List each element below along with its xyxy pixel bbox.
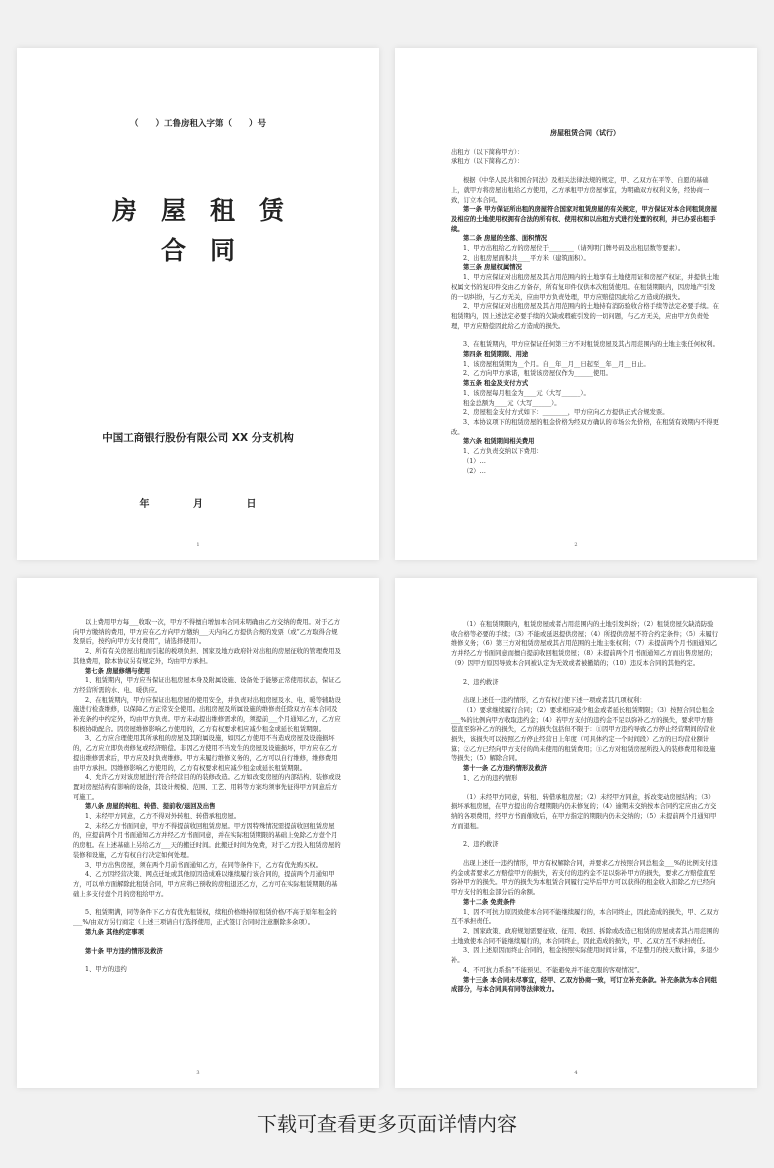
paragraph: 1、该房屋每月租金为____元（大写______）。 xyxy=(463,389,590,397)
paragraph: 出租方（以下简称甲方）： xyxy=(451,148,524,156)
paragraph: 出现上述任一违约情形，乙方有权行使下述一项或者其几项权利： xyxy=(463,697,646,705)
paragraph: 第八条 房屋的转租、转借、提前收/退回及出售 xyxy=(85,803,216,811)
page-number: 3 xyxy=(196,1070,200,1076)
paragraph: 第九条 其他约定事项 xyxy=(85,928,144,936)
paragraph: 3、甲方出售房屋，须在两个月前书面通知乙方，在同等条件下，乙方有优先购买权。 xyxy=(85,861,322,869)
paragraph: 2、在租赁期内，甲方应保证出租房屋的使用安全，并负责对出租房屋及水、电、暖等辅助设施进行检查维修，以保障乙方正常安全使用。出租房屋及所属设施的维修责任除双方在本合同及补充条约中约定外，均由甲方负责。甲方未动提出维修需求的，须提前___个月通知乙方，乙方应积极协助配合。因房屋维修影响乙方使用的，乙方有权要求相应减少租金或延长租赁期限。 xyxy=(73,696,341,733)
paragraph: 2、甲方应保证对出租房屋及其占用范围内的土地持有消防验收合格手续等法定必要手续。在租赁期内，因上述法定必要手续的欠缺或瑕疵引发的一切问题，与乙方无关，应由甲方负责处理，甲方应赔偿因此给乙方造成的损失。 xyxy=(451,303,719,330)
paragraph: 2、出租房屋面积共____平方米（建筑面积）。 xyxy=(463,254,590,262)
paragraph: 1、甲方出租给乙方的房屋位于________（请列明门牌号码及出租层数等要素）。 xyxy=(463,245,685,253)
paragraph: 第四条 租赁期限、用途 xyxy=(463,351,529,359)
paragraph: 第一条 甲方保证所出租的房屋符合国家对租赁房屋的有关规定，甲方保证对本合同租赁房屋及相应的土地使用权拥有合法的所有权、使用权和以出租方式进行处置的权利，并已办妥出租手续。 xyxy=(451,206,718,233)
page-3 xyxy=(17,578,379,1088)
page-number: 1 xyxy=(196,542,200,548)
paragraph: 3、因上述原因而终止合同的，租金按照实际使用时间计算，不足整月的按天数计算，多退少补。 xyxy=(451,947,719,965)
paragraph: 3、本协议项下的租赁房屋的租金价格为经双方确认的市场公允价格，在租赁有效期内不得更改。 xyxy=(451,418,719,436)
download-more-caption[interactable]: 下载可查看更多页面详情内容 xyxy=(257,1112,517,1136)
paragraph: 4、允许乙方对该房屋进行符合经营目的的装修改造。乙方如改变房屋的内部结构、装修或设置对房屋结构有影响的设备，其设计规模、范围、工艺、用料等方案均须事先征得甲方同意后方可施工。 xyxy=(73,774,341,801)
registration-number: （ ）工鲁房租入字第（ ）号 xyxy=(129,119,266,129)
page-2-paragraphs xyxy=(451,148,719,477)
paragraph: 租金总额为____元（大写______）。 xyxy=(463,399,561,407)
cover-title-line-1: 房屋租赁 xyxy=(111,196,308,225)
paragraph: 第十条 甲方违约情形及救济 xyxy=(85,947,163,955)
cover-title-line-2: 合同 xyxy=(160,236,259,265)
page-4-paragraphs xyxy=(451,620,719,995)
paragraph: 2、房屋租金支付方式如下：________，甲方应向乙方提供正式合规发票。 xyxy=(463,409,669,417)
paragraph: （1）要求继续履行合同；（2）要求相应减少租金或者延长租赁期限；（3）按照合同总租金___%的比例向甲方收取违约金；（4）若甲方支付的违约金不足以弥补乙方的损失，要求甲方赔偿直至弥补乙方的损失，乙方的损失包括但不限于：①因甲方违约导致乙方停止经营期间的营业损失，该损失可以按照乙方停止经营日上年度（可具体约定一个时间段）乙方的日均营业额计算；②乙方已经向甲方支付的尚未使用的租赁费用；③乙方对租赁房屋所投入的装修费用和设施等损失；（5）解除合同。 xyxy=(451,706,716,763)
paragraph: 1、该房屋租赁期为__个月。自__年__月__日起至__年__月__日止。 xyxy=(463,360,650,368)
paragraph: 根据《中华人民共和国合同法》及相关法律法规的规定，甲、乙双方在平等、自愿的基础上，就甲方将房屋出租给乙方使用，乙方承租甲方房屋事宜，为明确双方权利义务，经协商一致，订立本合同。 xyxy=(451,177,710,204)
paragraph: 1、乙方的违约情形 xyxy=(463,774,518,782)
paragraph: 2、违约救济 xyxy=(463,678,499,686)
paragraph: 承租方（以下简称乙方）： xyxy=(451,158,524,166)
paragraph: 1、未经甲方同意，乙方不得对外转租、转借承租房屋。 xyxy=(85,813,241,821)
page-3-paragraphs xyxy=(73,618,341,975)
paragraph: 2、未经乙方书面同意，甲方不得提前收回租赁房屋。甲方因特殊情况需提前收回租赁房屋的，应提前两个月书面通知乙方并经乙方书面同意，并在实际租赁期限的基础上免除乙方壹个月的房租。在上述基础上另给乙方___天的搬迁时间。此搬迁时间为免费，对于乙方投入租赁房屋的装修和设施，乙方有权自行决定如何处理。 xyxy=(73,822,341,859)
page-number: 2 xyxy=(574,542,578,548)
paragraph: 第六条 租赁期间相关费用 xyxy=(463,438,535,446)
paragraph: （1）未经甲方同意，转租、转借承租房屋；（2）未经甲方同意，拆改变动房屋结构；（3）损坏承租房屋，在甲方提出的合理期限内仍未修复的；（4）逾期未交纳按本合同约定应由乙方交纳的各项费用，经甲方书面催收后，在甲方指定的期限内仍未交纳的；（5）未提前两个月通知甲方而退租。 xyxy=(451,793,717,830)
contract-title: 房屋租赁合同（试行） xyxy=(550,128,620,137)
page-2-body xyxy=(451,128,719,476)
page-1-cover xyxy=(17,48,379,560)
paragraph: 第十二条 免责条件 xyxy=(463,898,516,906)
paragraph: （1）在租赁期限内，租赁房屋或者占用范围内的土地引发纠纷；（2）租赁房屋欠缺消防验收合格等必要的手续；（3）不能或延迟提供房屋；（4）所提供房屋不符合约定条件；（5）未履行维修义务；（6）第三方对租赁房屋或其占用范围的土地主张权利；（7）未提前两个月书面通知乙方并经乙方书面同意而擅自提前收回租赁房屋；（8）未提前两个月书面通知乙方而出售房屋的；（9）因甲方原因导致本合同被认定为无效或者被撤销的；（10）违反本合同的其他约定。 xyxy=(451,621,719,667)
paragraph: 2、国家政策、政府规划需要征收、征用、收回、拆除或改造已租赁的房屋或者其占用范围的土地致使本合同不能继续履行的，本合同终止，因此造成的损失，甲、乙双方互不承担责任。 xyxy=(451,927,719,945)
cover-date: 年 月 日 xyxy=(139,499,257,510)
paragraph: 1、因不可抗力原因致使本合同不能继续履行的，本合同终止，因此造成的损失，甲、乙双方互不承担责任。 xyxy=(451,908,719,926)
paragraph: （2）… xyxy=(463,467,486,475)
paragraph: 2、违约救济 xyxy=(463,841,499,849)
paragraph: 4、乙方因经营决策、网点迁址或其他原因造成难以继续履行该合同的，提前两个月通知甲方，可以单方面解除此租赁合同，甲方应将已预收的房租退还乙方，乙方可在实际租赁期限的基础上多支付壹个月的房租给甲方。 xyxy=(73,871,338,898)
paragraph: 第十三条 本合同未尽事宜，经甲、乙双方协商一致，可订立补充条款。补充条款为本合同组成部分，与本合同具有同等法律效力。 xyxy=(451,976,718,994)
paragraph: 5、租赁期满，同等条件下乙方有优先租赁权，续租价格维持原租赁价格/不高于原年租金的___%/由双方另行商定（上述三项请自行选择使用，正式签订合同时注意删除多余项）。 xyxy=(73,909,337,927)
page-4 xyxy=(395,578,757,1088)
paragraph: 1、甲方的违约 xyxy=(85,966,127,974)
paragraph: 3、在租赁期内，甲方应保证任何第三方不对租赁房屋及其占用范围内的土地主张任何权利。 xyxy=(463,341,719,349)
paragraph: 1、乙方负责交纳以下费用： xyxy=(463,448,543,456)
paragraph: 以上费用甲方每___收取一次，甲方不得擅自增加本合同未明确由乙方交纳的费用。对于乙方向甲方缴纳的费用，甲方应在乙方向甲方缴纳___天内向乙方提供合规的发票（或“乙方取得合规发票后，按约向甲方支付费用”，请选择使用）。 xyxy=(73,619,341,646)
paragraph: 2、所有有关房屋出租而引起的税项负担、国家及地方政府针对出租的房屋征收的管理费用及其他费用，除本协议另有规定外，均由甲方承担。 xyxy=(73,648,341,665)
paragraph: 4、不可抗力系指“不能预见、不能避免并不能克服的客观情况”。 xyxy=(463,966,644,974)
paragraph: 1、租赁期内，甲方应当保证出租房屋本身及附属设施、设备处于能够正常使用状态，保证乙方经营所需的水、电、暖供应。 xyxy=(73,677,341,694)
paragraph: 出现上述任一违约情形，甲方有权解除合同，并要求乙方按照合同总租金___%的比例支付违约金或者要求乙方赔偿甲方的损失，若支付的违约金不足以弥补甲方的损失，要求乙方赔偿直至弥补甲方的损失。甲方的损失为本租赁合同履行完毕后甲方可以获得的租金收入扣除乙方已经向甲方支付的租金部分后的余额。 xyxy=(451,860,718,897)
page-2 xyxy=(395,48,757,560)
paragraph: 第五条 租金及支付方式 xyxy=(463,380,529,388)
page-number: 4 xyxy=(574,1070,578,1076)
paragraph: 第二条 房屋的坐落、面积情况 xyxy=(463,235,548,243)
paragraph: 1、甲方应保证对出租房屋及其占用范围内的土地享有土地使用证和房屋产权证，并提供土地权属文书的复印件交由乙方备存，所有复印件仅供本次租赁使用。在租赁期限内，因房地产引发的一切纠纷，与乙方无关，应由甲方负责处理，甲方应赔偿因此给乙方造成的损失。 xyxy=(451,274,719,301)
paragraph: 第三条 房屋权属情况 xyxy=(463,264,522,272)
paragraph: 2、乙方向甲方承诺，租赁该房屋仅作为______使用。 xyxy=(463,370,612,378)
bank-name: 中国工商银行股份有限公司 XX 分支机构 xyxy=(102,432,294,444)
paragraph: 3、乙方应合理使用其所承租的房屋及其附属设施，如因乙方使用不当造成房屋及设施损坏的，乙方应立即负责修复或经济赔偿。非因乙方使用不当发生的房屋及设施损坏，甲方应在乙方提出维修需求后，甲方应及时负责维修。甲方未履行维修义务的，乙方可以自行维修，维修费用由甲方承担。因维修影响乙方使用的，乙方有权要求相应减少租金或延长租赁期限。 xyxy=(73,735,338,772)
paragraph: 第七条 房屋修缮与使用 xyxy=(85,667,151,675)
paragraph: 第十一条 乙方违约情形及救济 xyxy=(463,765,548,773)
paragraph: （1）… xyxy=(463,457,486,465)
